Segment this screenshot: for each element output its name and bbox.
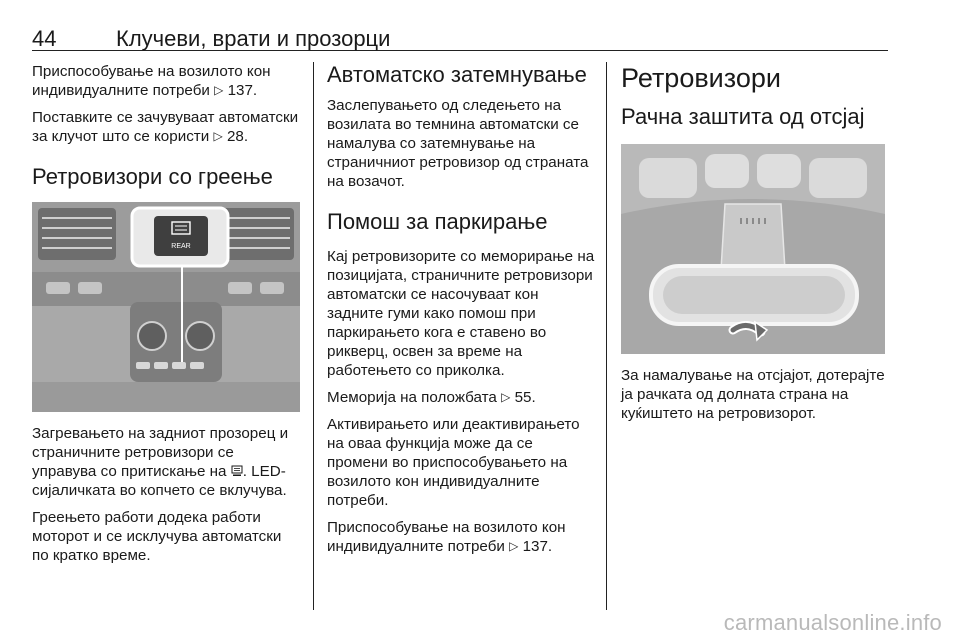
paragraph: Заслепувањето од следењето на возилата во темнина автоматски се намалува со затемнување на страничниот ретровизор од страната на возачот. bbox=[327, 97, 589, 190]
reference-arrow-icon: ▷ bbox=[501, 390, 511, 404]
page-reference-link[interactable]: 137. bbox=[227, 82, 258, 99]
reference-arrow-icon: ▷ bbox=[213, 129, 223, 143]
heated-mirrors-figure bbox=[32, 202, 300, 412]
section-heading: Помош за паркирање bbox=[327, 209, 548, 234]
paragraph: Греењето работи додека работи моторот и се исклучува автоматски по кратко време. bbox=[32, 509, 282, 564]
reference-arrow-icon: ▷ bbox=[509, 539, 519, 553]
column-left bbox=[32, 62, 300, 573]
paragraph: Поставките се зачувуваат автоматски за клучот што се користи ▷ 28. bbox=[32, 109, 299, 145]
paragraph: За намалување на отсјајот, дотерајте ја рачката од долната страна на куќиштето на ретровизорот. bbox=[621, 367, 885, 422]
section-title: Клучеви, врати и прозорци bbox=[116, 26, 391, 51]
interior-mirror-figure bbox=[621, 144, 885, 354]
paragraph: Приспособување на возилото кон индивидуалните потреби ▷ 137. bbox=[327, 519, 566, 555]
page-reference-link[interactable]: 137. bbox=[522, 538, 553, 555]
chapter-title: Ретровизори bbox=[621, 63, 781, 93]
rear-button-label: REAR bbox=[171, 243, 191, 250]
section-heading: Ретровизори со греење bbox=[32, 164, 273, 189]
section-heading: Рачна заштита од отсјај bbox=[621, 104, 865, 129]
paragraph: Активирањето или деактивирањето на оваа функција може да се промени во приспособувањето на возилото кон индивидуалните потреби. bbox=[327, 416, 580, 509]
page-reference-link[interactable]: 55. bbox=[514, 389, 536, 406]
column-divider bbox=[313, 62, 314, 610]
column-right bbox=[621, 62, 887, 431]
column-divider bbox=[606, 62, 607, 610]
page-reference-link[interactable]: 28. bbox=[226, 128, 249, 145]
rear-window-heater-icon bbox=[231, 463, 243, 480]
watermark: carmanualsonline.info bbox=[723, 610, 942, 635]
reference-arrow-icon: ▷ bbox=[214, 83, 224, 97]
paragraph: Загревањето на задниот прозорец и страничните ретровизори се управува со притискање на . LED-сијаличката во копчето се вклучува. bbox=[32, 425, 289, 499]
column-middle bbox=[327, 62, 595, 564]
paragraph: Меморија на положбата ▷ 55. bbox=[327, 389, 536, 406]
paragraph: Кај ретровизорите со меморирање на позицијата, страничните ретровизори автоматски се насочуваат кон задните гуми како помош при паркирањето кога е ставено во рикверц, освен за време на работењето со приколка. bbox=[327, 248, 595, 379]
page-number: 44 bbox=[32, 26, 57, 51]
section-heading: Автоматско затемнување bbox=[327, 62, 587, 87]
page-header bbox=[32, 26, 888, 51]
paragraph: Приспособување на возилото кон индивидуалните потреби ▷ 137. bbox=[32, 63, 271, 99]
